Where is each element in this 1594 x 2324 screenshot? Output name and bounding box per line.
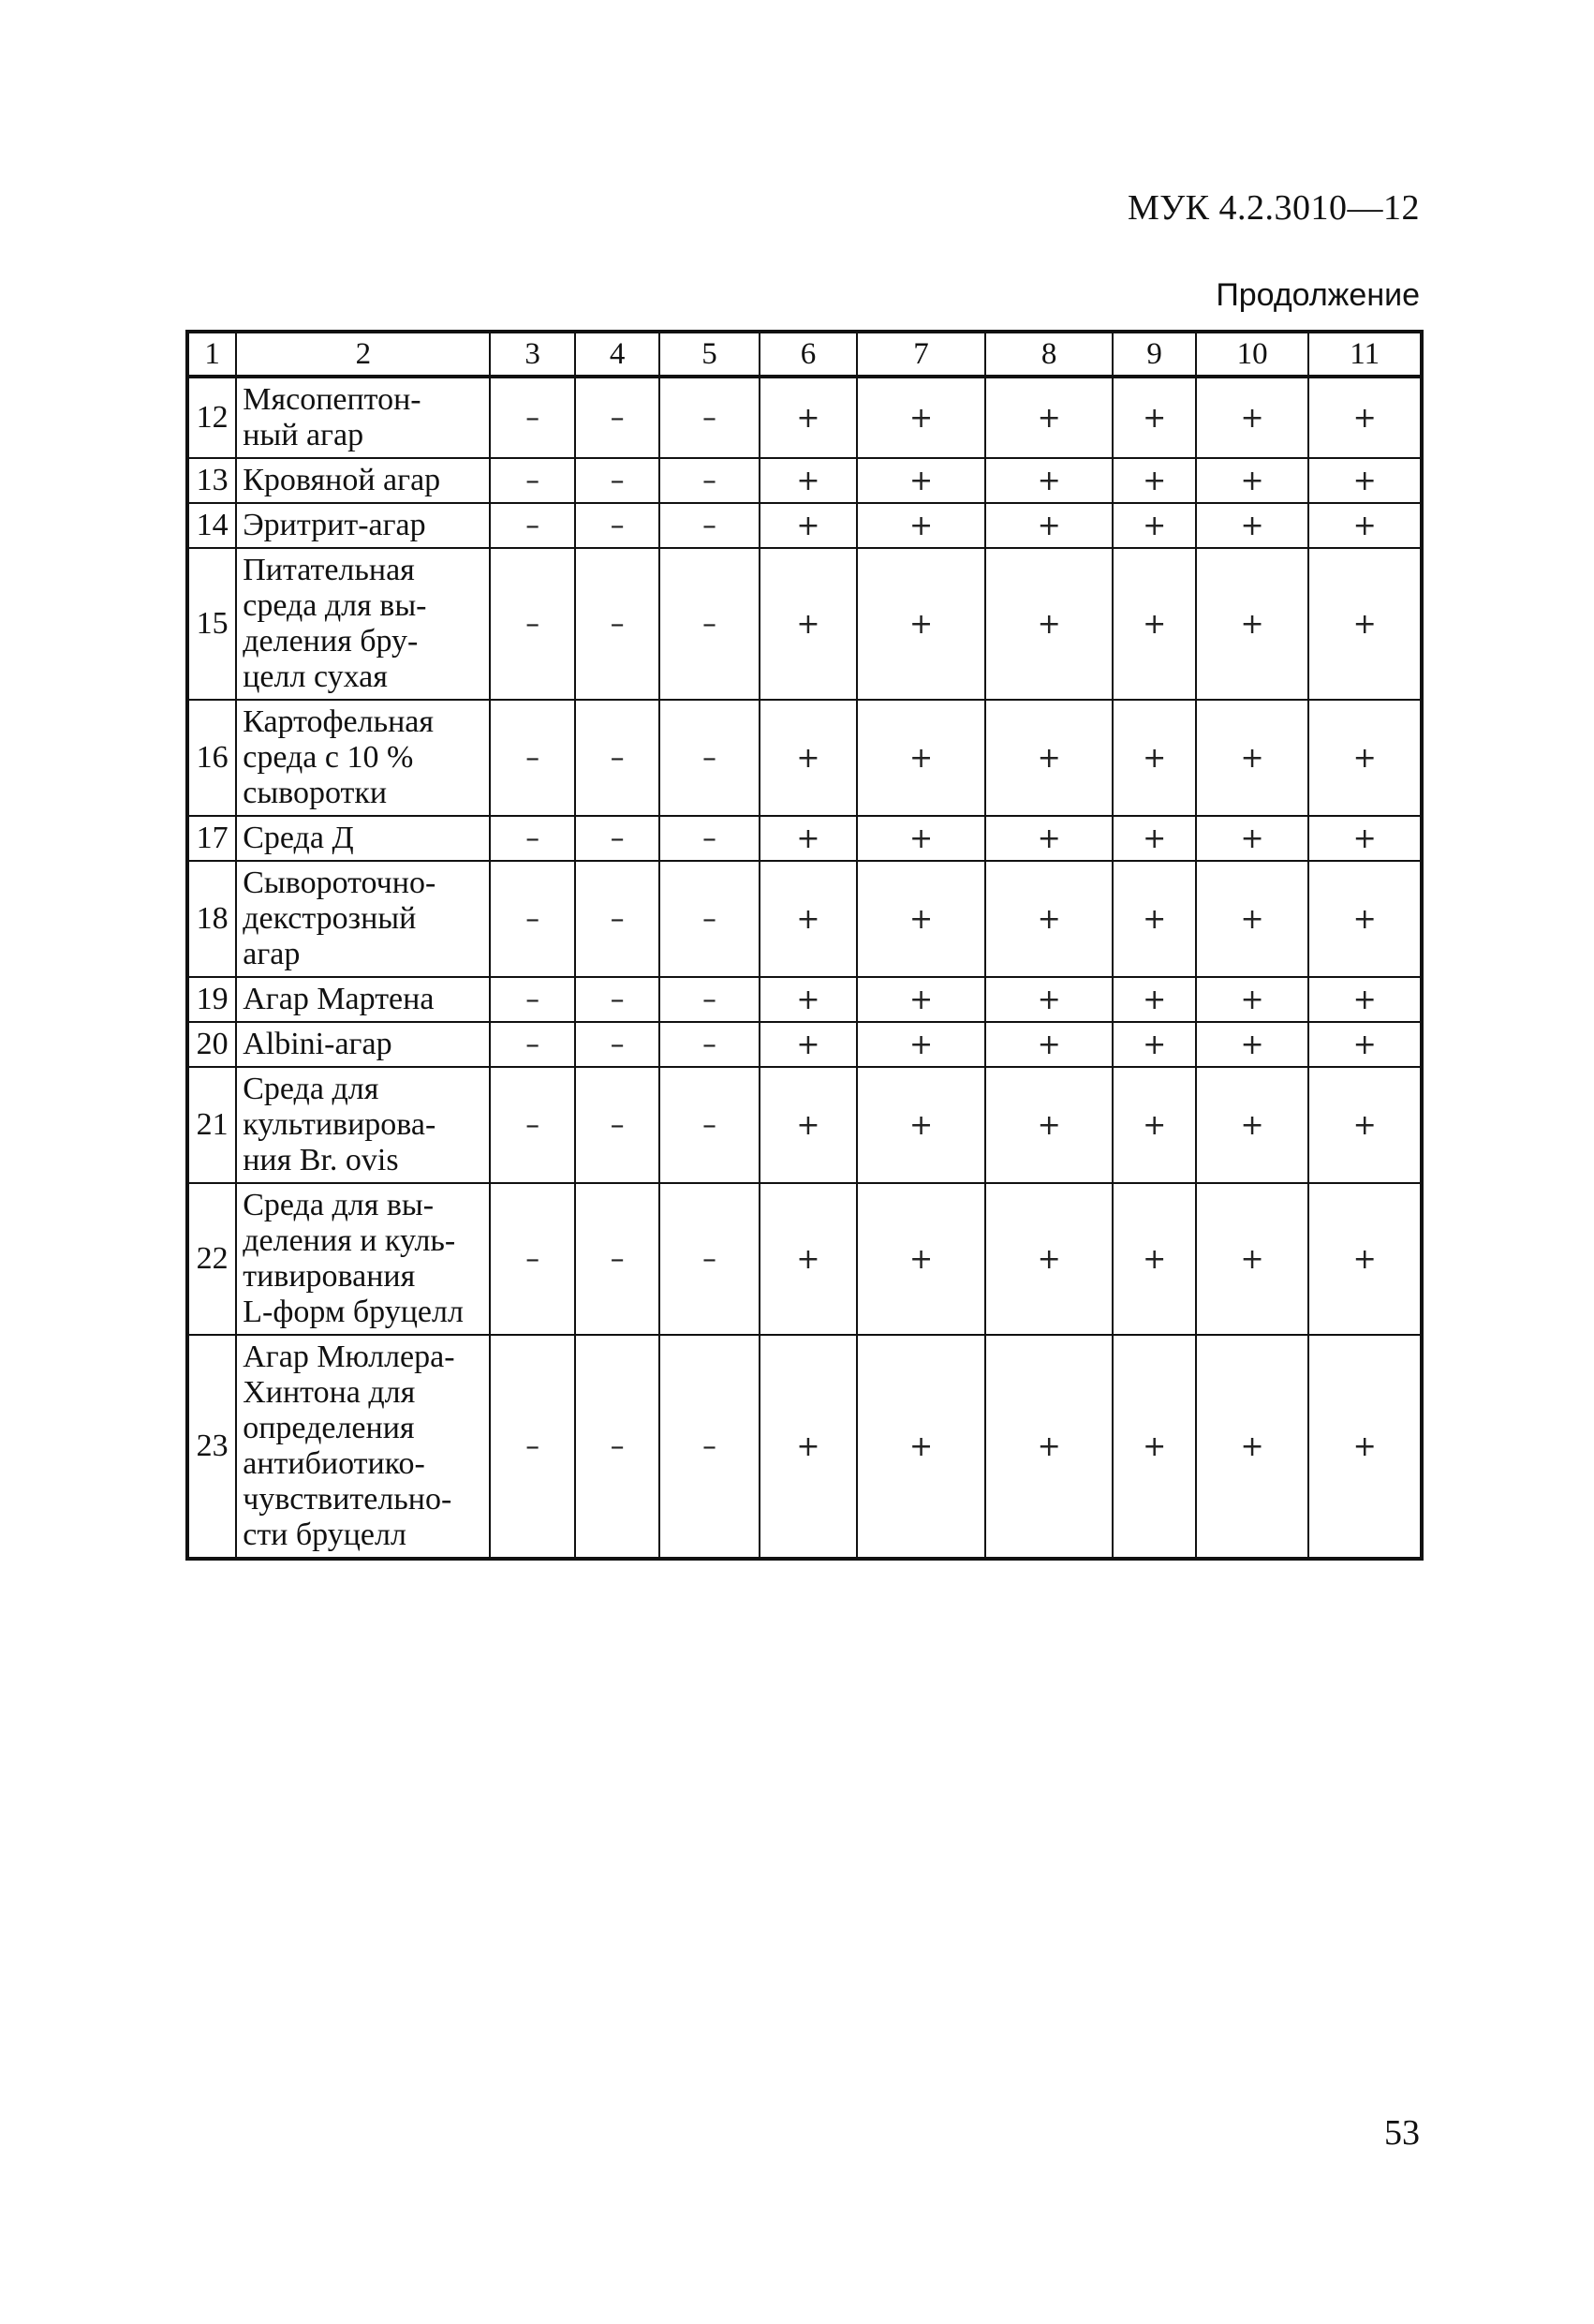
plus-mark: + (857, 861, 985, 977)
dash-mark: – (490, 700, 574, 816)
plus-mark: + (1308, 458, 1422, 503)
dash-mark: – (575, 1022, 659, 1067)
plus-mark: + (857, 1067, 985, 1183)
plus-mark: + (857, 377, 985, 458)
table-row (187, 377, 1422, 458)
row-number: 21 (187, 1067, 236, 1183)
plus-mark: + (1308, 1335, 1422, 1559)
media-table (185, 330, 1424, 1561)
plus-mark: + (760, 816, 857, 861)
plus-mark: + (1196, 377, 1309, 458)
table-row (187, 816, 1422, 861)
dash-mark: – (659, 1067, 759, 1183)
row-number: 15 (187, 548, 236, 700)
plus-mark: + (760, 977, 857, 1022)
dash-mark: – (575, 377, 659, 458)
plus-mark: + (760, 503, 857, 548)
plus-mark: + (1196, 861, 1309, 977)
plus-mark: + (1308, 816, 1422, 861)
medium-name: Среда для вы- деления и куль- тивирования L-форм бруцелл (236, 1183, 490, 1335)
plus-mark: + (985, 458, 1114, 503)
table-header-row (187, 332, 1422, 377)
column-header: 7 (857, 332, 985, 377)
plus-mark: + (1196, 1067, 1309, 1183)
row-number: 19 (187, 977, 236, 1022)
dash-mark: – (659, 1335, 759, 1559)
plus-mark: + (1113, 458, 1195, 503)
table-row (187, 1022, 1422, 1067)
dash-mark: – (575, 861, 659, 977)
plus-mark: + (857, 700, 985, 816)
table-row (187, 700, 1422, 816)
plus-mark: + (1196, 1022, 1309, 1067)
column-header: 10 (1196, 332, 1309, 377)
plus-mark: + (760, 1022, 857, 1067)
dash-mark: – (490, 977, 574, 1022)
plus-mark: + (985, 1067, 1114, 1183)
page-number: 53 (1384, 2113, 1420, 2153)
plus-mark: + (857, 816, 985, 861)
plus-mark: + (1196, 700, 1309, 816)
plus-mark: + (1308, 1067, 1422, 1183)
table-body (187, 377, 1422, 1559)
plus-mark: + (1113, 503, 1195, 548)
media-table-container (185, 330, 1424, 1561)
table-row (187, 503, 1422, 548)
dash-mark: – (659, 861, 759, 977)
dash-mark: – (490, 377, 574, 458)
plus-mark: + (760, 1335, 857, 1559)
dash-mark: – (659, 816, 759, 861)
row-number: 23 (187, 1335, 236, 1559)
column-header: 3 (490, 332, 574, 377)
dash-mark: – (575, 1335, 659, 1559)
dash-mark: – (659, 548, 759, 700)
plus-mark: + (1196, 548, 1309, 700)
plus-mark: + (1196, 1183, 1309, 1335)
row-number: 14 (187, 503, 236, 548)
row-number: 12 (187, 377, 236, 458)
dash-mark: – (490, 1183, 574, 1335)
plus-mark: + (857, 458, 985, 503)
plus-mark: + (1113, 816, 1195, 861)
plus-mark: + (985, 377, 1114, 458)
dash-mark: – (659, 977, 759, 1022)
plus-mark: + (760, 458, 857, 503)
plus-mark: + (985, 548, 1114, 700)
column-header: 6 (760, 332, 857, 377)
table-row (187, 1183, 1422, 1335)
plus-mark: + (1113, 977, 1195, 1022)
plus-mark: + (857, 1183, 985, 1335)
plus-mark: + (985, 1335, 1114, 1559)
dash-mark: – (490, 548, 574, 700)
column-header: 1 (187, 332, 236, 377)
plus-mark: + (1308, 548, 1422, 700)
table-row (187, 1335, 1422, 1559)
row-number: 13 (187, 458, 236, 503)
dash-mark: – (575, 977, 659, 1022)
column-header: 5 (659, 332, 759, 377)
dash-mark: – (490, 1335, 574, 1559)
dash-mark: – (575, 700, 659, 816)
plus-mark: + (985, 700, 1114, 816)
medium-name: Кровяной агар (236, 458, 490, 503)
plus-mark: + (1113, 861, 1195, 977)
table-row (187, 548, 1422, 700)
plus-mark: + (1196, 458, 1309, 503)
row-number: 18 (187, 861, 236, 977)
plus-mark: + (1308, 503, 1422, 548)
dash-mark: – (659, 458, 759, 503)
plus-mark: + (985, 503, 1114, 548)
dash-mark: – (575, 548, 659, 700)
column-header: 4 (575, 332, 659, 377)
plus-mark: + (1196, 503, 1309, 548)
plus-mark: + (985, 861, 1114, 977)
plus-mark: + (1113, 700, 1195, 816)
dash-mark: – (490, 816, 574, 861)
row-number: 20 (187, 1022, 236, 1067)
medium-name: Среда Д (236, 816, 490, 861)
table-row (187, 861, 1422, 977)
plus-mark: + (1113, 1335, 1195, 1559)
medium-name: Albini-агар (236, 1022, 490, 1067)
plus-mark: + (760, 1067, 857, 1183)
plus-mark: + (760, 1183, 857, 1335)
plus-mark: + (1196, 977, 1309, 1022)
plus-mark: + (1113, 1067, 1195, 1183)
row-number: 16 (187, 700, 236, 816)
plus-mark: + (857, 1022, 985, 1067)
continuation-label: Продолжение (1216, 277, 1420, 313)
plus-mark: + (985, 1022, 1114, 1067)
plus-mark: + (1308, 861, 1422, 977)
plus-mark: + (857, 548, 985, 700)
column-header: 8 (985, 332, 1114, 377)
plus-mark: + (1196, 816, 1309, 861)
plus-mark: + (1308, 700, 1422, 816)
dash-mark: – (575, 458, 659, 503)
dash-mark: – (490, 861, 574, 977)
dash-mark: – (490, 458, 574, 503)
medium-name: Сывороточно- декстрозный агар (236, 861, 490, 977)
column-header: 9 (1113, 332, 1195, 377)
plus-mark: + (857, 503, 985, 548)
plus-mark: + (1113, 1183, 1195, 1335)
medium-name: Агар Мюллера- Хинтона для определения антибиотико- чувствительно- сти бруцелл (236, 1335, 490, 1559)
plus-mark: + (1113, 1022, 1195, 1067)
plus-mark: + (760, 377, 857, 458)
plus-mark: + (1308, 1183, 1422, 1335)
dash-mark: – (575, 1183, 659, 1335)
plus-mark: + (857, 977, 985, 1022)
dash-mark: – (490, 1067, 574, 1183)
table-row (187, 977, 1422, 1022)
plus-mark: + (760, 861, 857, 977)
medium-name: Агар Мартена (236, 977, 490, 1022)
dash-mark: – (575, 1067, 659, 1183)
dash-mark: – (575, 816, 659, 861)
plus-mark: + (1308, 977, 1422, 1022)
medium-name: Эритрит-агар (236, 503, 490, 548)
dash-mark: – (659, 503, 759, 548)
plus-mark: + (985, 816, 1114, 861)
column-header: 2 (236, 332, 490, 377)
row-number: 22 (187, 1183, 236, 1335)
table-row (187, 1067, 1422, 1183)
row-number: 17 (187, 816, 236, 861)
table-row (187, 458, 1422, 503)
dash-mark: – (659, 700, 759, 816)
dash-mark: – (659, 1022, 759, 1067)
dash-mark: – (659, 1183, 759, 1335)
medium-name: Среда для культивирова- ния Br. ovis (236, 1067, 490, 1183)
plus-mark: + (1113, 548, 1195, 700)
plus-mark: + (1308, 377, 1422, 458)
medium-name: Питательная среда для вы- деления бру- целл сухая (236, 548, 490, 700)
plus-mark: + (1113, 377, 1195, 458)
plus-mark: + (985, 1183, 1114, 1335)
plus-mark: + (760, 548, 857, 700)
plus-mark: + (760, 700, 857, 816)
plus-mark: + (1308, 1022, 1422, 1067)
dash-mark: – (490, 1022, 574, 1067)
document-code: МУК 4.2.3010—12 (1127, 188, 1420, 228)
dash-mark: – (659, 377, 759, 458)
plus-mark: + (857, 1335, 985, 1559)
plus-mark: + (1196, 1335, 1309, 1559)
plus-mark: + (985, 977, 1114, 1022)
dash-mark: – (575, 503, 659, 548)
medium-name: Мясопептон- ный агар (236, 377, 490, 458)
column-header: 11 (1308, 332, 1422, 377)
dash-mark: – (490, 503, 574, 548)
medium-name: Картофельная среда с 10 % сыворотки (236, 700, 490, 816)
